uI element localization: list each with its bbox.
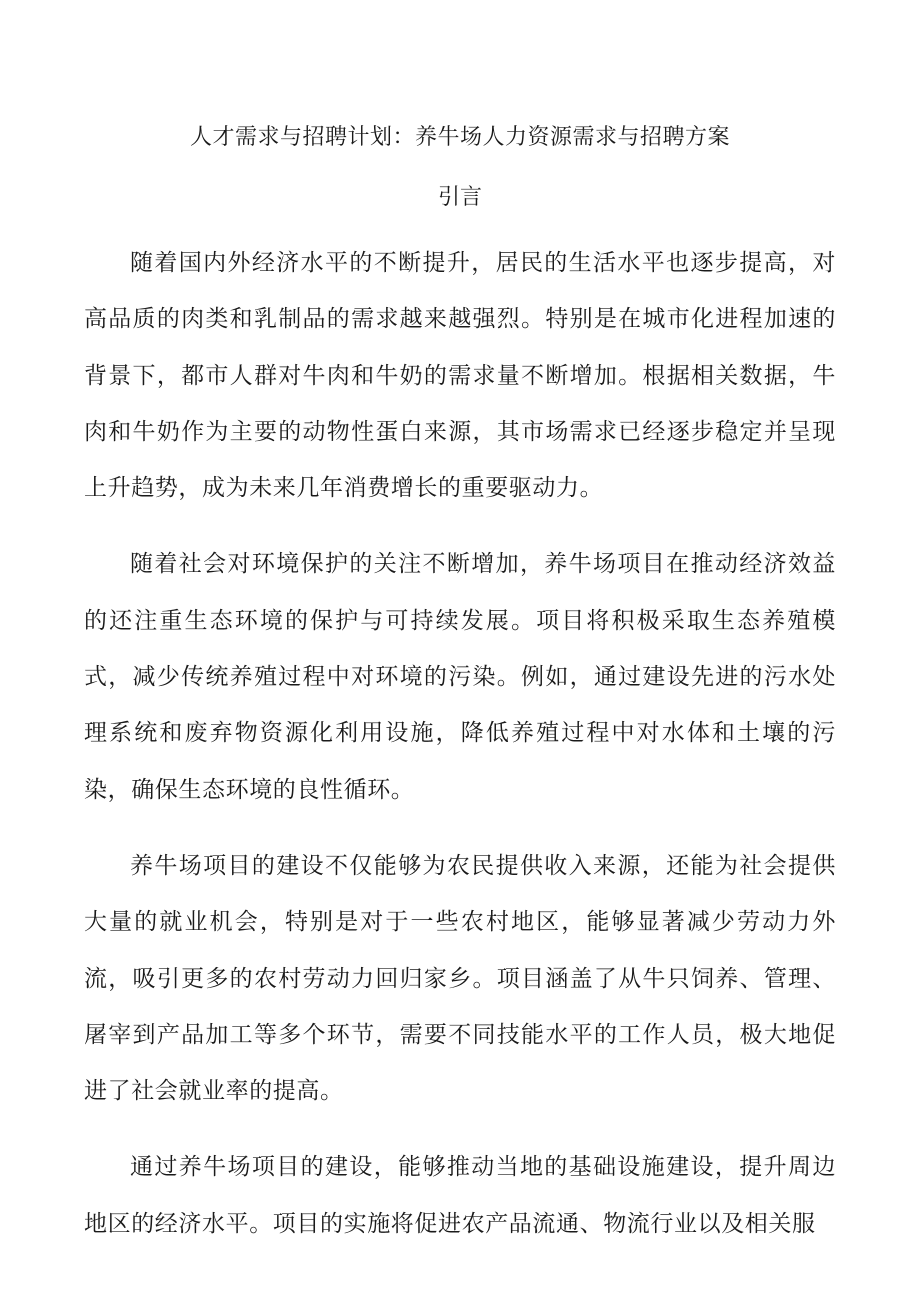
section-heading: 引言 — [437, 185, 482, 210]
paragraph-2: 随着社会对环境保护的关注不断增加，养牛场项目在推动经济效益的还注重生态环境的保护与可持续发展。项目将积极采取生态养殖模式，减少传统养殖过程中对环境的污染。例如，通过建设先进的污水处理系统和废弃物资源化利用设施，降低养殖过程中对水体和土壤的污染，确保生态环境的良性循环。 — [84, 551, 836, 803]
document-body — [84, 235, 836, 1272]
document-title: 人才需求与招聘计划：养牛场人力资源需求与招聘方案 — [189, 125, 730, 150]
paragraph-3: 养牛场项目的建设不仅能够为农民提供收入来源，还能为社会提供大量的就业机会，特别是对于一些农村地区，能够显著减少劳动力外流，吸引更多的农村劳动力回归家乡。项目涵盖了从牛只饲养、管理、屠宰到产品加工等多个环节，需要不同技能水平的工作人员，极大地促进了社会就业率的提高。 — [84, 852, 836, 1105]
paragraph-4: 通过养牛场项目的建设，能够推动当地的基础设施建设，提升周边地区的经济水平。项目的实施将促进农产品流通、物流行业以及相关服 — [84, 1154, 836, 1237]
paragraph-1: 随着国内外经济水平的不断提升，居民的生活水平也逐步提高，对高品质的肉类和乳制品的需求越来越强烈。特别是在城市化进程加速的背景下，都市人群对牛肉和牛奶的需求量不断增加。根据相关数据，牛肉和牛奶作为主要的动物性蛋白来源，其市场需求已经逐步稳定并呈现上升趋势，成为未来几年消费增长的重要驱动力。 — [84, 250, 836, 502]
